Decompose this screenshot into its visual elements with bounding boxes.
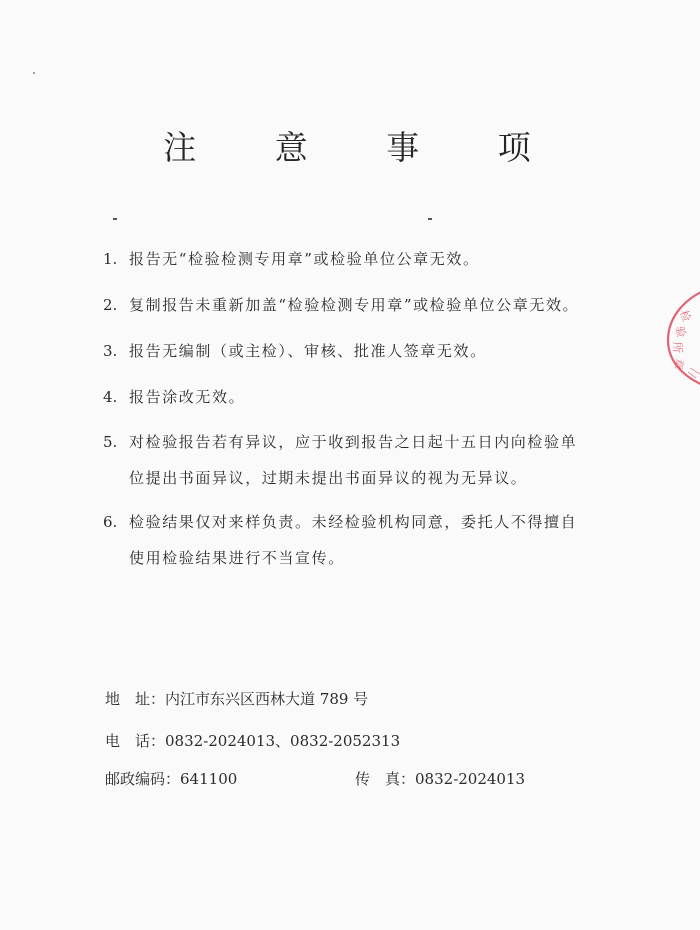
- item-number: 3.: [103, 342, 118, 360]
- item-text-line: 位提出书面异议，过期未提出书面异议的视为无异议。: [129, 469, 528, 487]
- postcode-label: 邮政编码：: [105, 770, 181, 788]
- item-text: 报告无“检验检测专用章”或检验单位公章无效。: [129, 250, 480, 268]
- svg-text:所: 所: [671, 342, 684, 353]
- fax-label: 传 真：: [355, 770, 416, 788]
- item-number: 6.: [103, 513, 118, 531]
- fax-row: [355, 768, 525, 789]
- page-title: 注 意 事 项: [163, 128, 565, 167]
- address-label: 地 址：: [105, 690, 166, 708]
- notice-list: [103, 240, 663, 584]
- list-item: [103, 424, 663, 496]
- svg-text:验: 验: [673, 325, 688, 339]
- item-number: 4.: [103, 388, 118, 406]
- list-item: [103, 378, 663, 416]
- svg-text:章: 章: [671, 357, 686, 371]
- postcode-value: 641100: [180, 770, 238, 788]
- list-item: [103, 504, 663, 576]
- phone-row: [105, 730, 400, 751]
- divider-tick-right: [428, 218, 432, 220]
- phone-label: 电 话：: [105, 732, 166, 750]
- phone-value: 0832-2024013、0832-2052313: [165, 732, 401, 750]
- fax-value: 0832-2024013: [415, 770, 526, 788]
- item-text-line: 对检验报告若有异议，应于收到报告之日起十五日内向检验单: [129, 433, 578, 451]
- item-number: 2.: [103, 296, 118, 314]
- list-item: [103, 332, 663, 370]
- address-value: 内江市东兴区西林大道 789 号: [165, 690, 369, 708]
- item-number: 1.: [103, 250, 118, 268]
- list-item: [103, 286, 663, 324]
- item-text-line: 使用检验结果进行不当宣传。: [129, 549, 345, 567]
- item-text: 报告涂改无效。: [129, 388, 246, 406]
- postcode-row: [105, 768, 237, 789]
- item-text-line: 检验结果仅对来样负责。未经检验机构同意，委托人不得擅自: [129, 513, 578, 531]
- official-seal-icon: [654, 282, 700, 392]
- svg-text:检: 检: [677, 308, 694, 324]
- item-text: 复制报告未重新加盖“检验检测专用章”或检验单位公章无效。: [129, 296, 580, 314]
- item-number: 5.: [103, 433, 118, 451]
- speck: [33, 72, 35, 74]
- address-row: [105, 688, 368, 709]
- list-item: [103, 240, 663, 278]
- item-text: 报告无编制（或主检）、审核、批准人签章无效。: [129, 342, 487, 360]
- divider-tick-left: [113, 218, 117, 220]
